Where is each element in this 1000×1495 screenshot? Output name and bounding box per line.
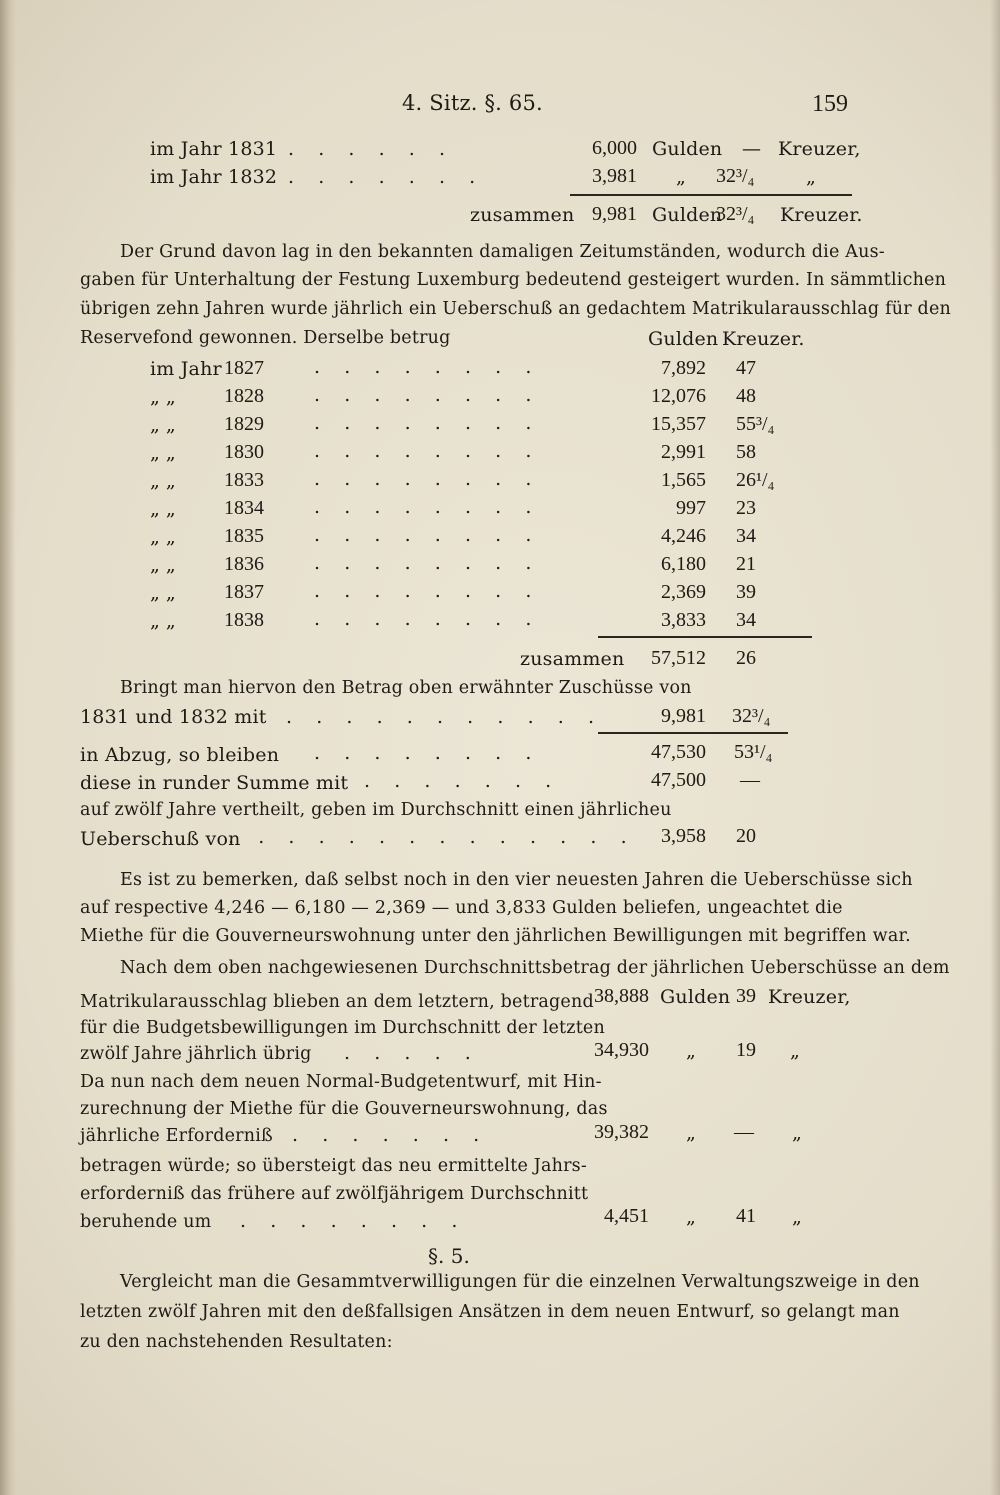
unit-kreuzer: Kreuzer, bbox=[768, 986, 851, 1008]
ditto-mark: „ bbox=[792, 1206, 802, 1228]
unit-kreuzer: Kreuzer, bbox=[778, 138, 861, 160]
gulden-value: 4,246 bbox=[661, 525, 706, 547]
paragraph-line: Miethe für die Gouverneurswohnung unter den jährlichen Bewilligungen mit begriffen war. bbox=[80, 926, 911, 946]
dot-leader: . . . . . . . bbox=[288, 166, 476, 188]
running-header: 4. Sitz. §. 65. bbox=[402, 91, 543, 115]
dot-leader: . . . . . . . . bbox=[314, 468, 532, 490]
dot-leader: . . . . . . . . bbox=[314, 524, 532, 546]
sum-label: zusammen bbox=[520, 648, 625, 670]
paragraph-line: Ueberschuß von bbox=[80, 828, 241, 850]
unit-gulden: Gulden bbox=[660, 986, 731, 1008]
paragraph-line: zurechnung der Miethe für die Gouverneurswohnung, das bbox=[80, 1099, 608, 1119]
sum-rule bbox=[598, 636, 812, 638]
kreuzer-value: — bbox=[734, 1121, 754, 1143]
ditto-mark: „ bbox=[792, 1122, 802, 1144]
row-year: 1827 bbox=[224, 357, 264, 379]
kreuzer-value: 47 bbox=[736, 357, 756, 379]
ditto-mark: „ bbox=[806, 166, 816, 188]
gulden-value: 3,833 bbox=[661, 609, 706, 631]
total-kreuzer: 32³/₄ bbox=[716, 203, 755, 225]
paragraph-line: für die Budgetsbewilligungen im Durchschnitt der letzten bbox=[80, 1018, 605, 1038]
kreuzer-value: 58 bbox=[736, 441, 756, 463]
sum-rule bbox=[598, 732, 788, 734]
ditto-mark: „ „ bbox=[150, 442, 176, 464]
book-spine-shadow bbox=[0, 0, 16, 1495]
paragraph-line: auf respective 4,246 — 6,180 — 2,369 — und 3,833 Gulden beliefen, ungeachtet die bbox=[80, 898, 843, 918]
paragraph-line: gaben für Unterhaltung der Festung Luxemburg bedeutend gesteigert wurden. In sämmtlichen bbox=[80, 270, 947, 290]
ditto-mark: „ „ bbox=[150, 554, 176, 576]
page-edge-shadow bbox=[990, 0, 1000, 1495]
paragraph-line: 1831 und 1832 mit bbox=[80, 706, 267, 728]
paragraph-line: übrigen zehn Jahren wurde jährlich ein Ueberschuß an gedachtem Matrikularausschlag für den bbox=[80, 299, 951, 319]
paragraph-line: erforderniß das frühere auf zwölfjährigem Durchschnitt bbox=[80, 1184, 589, 1204]
gulden-value: 39,382 bbox=[594, 1121, 649, 1143]
ditto-mark: „ bbox=[686, 1122, 696, 1144]
kreuzer-value: 21 bbox=[736, 553, 756, 575]
row-year: 1835 bbox=[224, 525, 264, 547]
ditto-mark: „ „ bbox=[150, 610, 176, 632]
gulden-value: 1,565 bbox=[661, 469, 706, 491]
dot-leader: . . . . . . . . . . . bbox=[286, 706, 595, 728]
paragraph-line: zu den nachstehenden Resultaten: bbox=[80, 1332, 393, 1352]
ditto-mark: „ „ bbox=[150, 582, 176, 604]
sum-kreuzer: 26 bbox=[736, 647, 756, 669]
gulden-value: 34,930 bbox=[594, 1039, 649, 1061]
dot-leader: . . . . . . . . bbox=[240, 1210, 458, 1232]
row-year: 1828 bbox=[224, 385, 264, 407]
dot-leader: . . . . . . . . bbox=[314, 356, 532, 378]
kreuzer-value: 55³/₄ bbox=[736, 413, 775, 435]
dot-leader: . . . . . . . bbox=[292, 1124, 480, 1146]
gulden-value: 38,888 bbox=[594, 985, 649, 1007]
dot-leader: . . . . . . . . bbox=[314, 440, 532, 462]
paragraph-line: auf zwölf Jahre vertheilt, geben im Durchschnitt einen jährlicheu bbox=[80, 800, 672, 820]
ditto-mark: „ „ bbox=[150, 386, 176, 408]
dot-leader: . . . . . . . . bbox=[314, 496, 532, 518]
sum-rule bbox=[570, 194, 852, 196]
paragraph-line: zwölf Jahre jährlich übrig bbox=[80, 1044, 312, 1064]
row-label: im Jahr bbox=[150, 358, 222, 380]
paragraph-line: Nach dem oben nachgewiesenen Durchschnittsbetrag der jährlichen Ueberschüsse an dem bbox=[120, 958, 950, 978]
dot-leader: . . . . . . . . bbox=[314, 552, 532, 574]
row-year: 1834 bbox=[224, 497, 264, 519]
kreuzer-value: — bbox=[740, 769, 760, 791]
gulden-value: 9,981 bbox=[661, 705, 706, 727]
row-year: 1829 bbox=[224, 413, 264, 435]
gulden-value: 12,076 bbox=[651, 385, 706, 407]
ditto-mark: „ bbox=[676, 166, 686, 188]
section-heading: §. 5. bbox=[428, 1244, 470, 1268]
unit-gulden: Gulden bbox=[652, 204, 723, 226]
gulden-value: 2,991 bbox=[661, 441, 706, 463]
kreuzer-value: 53¹/₄ bbox=[734, 741, 773, 763]
ditto-mark: „ „ bbox=[150, 526, 176, 548]
ditto-mark: „ bbox=[686, 1040, 696, 1062]
paragraph-line: Matrikularausschlag blieben an dem letztern, betragend bbox=[80, 992, 594, 1012]
kreuzer-value: 20 bbox=[736, 825, 756, 847]
row-year: 1838 bbox=[224, 609, 264, 631]
kreuzer-value: 32³/₄ bbox=[716, 165, 755, 187]
total-label: zusammen bbox=[470, 204, 575, 226]
kreuzer-value: 48 bbox=[736, 385, 756, 407]
sum-gulden: 57,512 bbox=[651, 647, 706, 669]
kreuzer-value: 19 bbox=[736, 1039, 756, 1061]
dot-leader: . . . . . . . . bbox=[314, 384, 532, 406]
ditto-mark: „ bbox=[790, 1040, 800, 1062]
kreuzer-value: 34 bbox=[736, 525, 756, 547]
dot-leader: . . . . . . . . bbox=[314, 608, 532, 630]
gulden-value: 7,892 bbox=[661, 357, 706, 379]
kreuzer-value: 39 bbox=[736, 581, 756, 603]
kreuzer-value: 39 bbox=[736, 985, 756, 1007]
paragraph-line: betragen würde; so übersteigt das neu ermittelte Jahrs- bbox=[80, 1156, 587, 1176]
ditto-mark: „ „ bbox=[150, 470, 176, 492]
dot-leader: . . . . . . . . bbox=[314, 742, 532, 764]
gulden-value: 4,451 bbox=[604, 1205, 649, 1227]
dot-leader: . . . . . . . . bbox=[314, 580, 532, 602]
ditto-mark: „ bbox=[686, 1206, 696, 1228]
kreuzer-value: — bbox=[742, 138, 761, 160]
row-year: 1837 bbox=[224, 581, 264, 603]
row-label: im Jahr 1831 bbox=[150, 138, 278, 160]
gulden-value: 3,981 bbox=[592, 165, 637, 187]
gulden-value: 6,180 bbox=[661, 553, 706, 575]
column-header-kreuzer: Kreuzer. bbox=[722, 328, 805, 350]
unit-kreuzer: Kreuzer. bbox=[780, 204, 863, 226]
kreuzer-value: 23 bbox=[736, 497, 756, 519]
paragraph-line: Vergleicht man die Gesammtverwilligungen für die einzelnen Verwaltungszweige in den bbox=[120, 1272, 920, 1292]
gulden-value: 997 bbox=[676, 497, 706, 519]
kreuzer-value: 34 bbox=[736, 609, 756, 631]
kreuzer-value: 26¹/₄ bbox=[736, 469, 775, 491]
ditto-mark: „ „ bbox=[150, 498, 176, 520]
paragraph-line: Es ist zu bemerken, daß selbst noch in den vier neuesten Jahren die Ueberschüsse sich bbox=[120, 870, 913, 890]
paragraph-line: Da nun nach dem neuen Normal-Budgetentwurf, mit Hin- bbox=[80, 1072, 602, 1092]
paragraph-line: beruhende um bbox=[80, 1212, 212, 1232]
paragraph-line: in Abzug, so bleiben bbox=[80, 744, 280, 766]
total-gulden: 9,981 bbox=[592, 203, 637, 225]
page-number: 159 bbox=[812, 91, 848, 117]
dot-leader: . . . . . . bbox=[288, 138, 446, 160]
paragraph-line: diese in runder Summe mit bbox=[80, 772, 349, 794]
gulden-value: 47,500 bbox=[651, 769, 706, 791]
paragraph-line: Reservefond gewonnen. Derselbe betrug bbox=[80, 328, 451, 348]
dot-leader: . . . . . . . . bbox=[314, 412, 532, 434]
paragraph-line: Bringt man hiervon den Betrag oben erwähnter Zuschüsse von bbox=[120, 678, 692, 698]
dot-leader: . . . . . . . . . . . . . . bbox=[228, 826, 627, 848]
ditto-mark: „ „ bbox=[150, 414, 176, 436]
paragraph-line: letzten zwölf Jahren mit den deßfallsigen Ansätzen in dem neuen Entwurf, so gelangt man bbox=[80, 1302, 900, 1322]
paragraph-line: jährliche Erforderniß bbox=[80, 1126, 273, 1146]
paragraph-line: Der Grund davon lag in den bekannten damaligen Zeitumständen, wodurch die Aus- bbox=[120, 242, 885, 262]
dot-leader: . . . . . bbox=[344, 1042, 471, 1064]
column-header-gulden: Gulden bbox=[648, 328, 719, 350]
unit-gulden: Gulden bbox=[652, 138, 723, 160]
gulden-value: 2,369 bbox=[661, 581, 706, 603]
kreuzer-value: 32³/₄ bbox=[732, 705, 771, 727]
gulden-value: 15,357 bbox=[651, 413, 706, 435]
gulden-value: 47,530 bbox=[651, 741, 706, 763]
gulden-value: 3,958 bbox=[661, 825, 706, 847]
row-year: 1833 bbox=[224, 469, 264, 491]
row-label: im Jahr 1832 bbox=[150, 166, 278, 188]
dot-leader: . . . . . . . bbox=[364, 770, 552, 792]
row-year: 1836 bbox=[224, 553, 264, 575]
gulden-value: 6,000 bbox=[592, 137, 637, 159]
row-year: 1830 bbox=[224, 441, 264, 463]
kreuzer-value: 41 bbox=[736, 1205, 756, 1227]
